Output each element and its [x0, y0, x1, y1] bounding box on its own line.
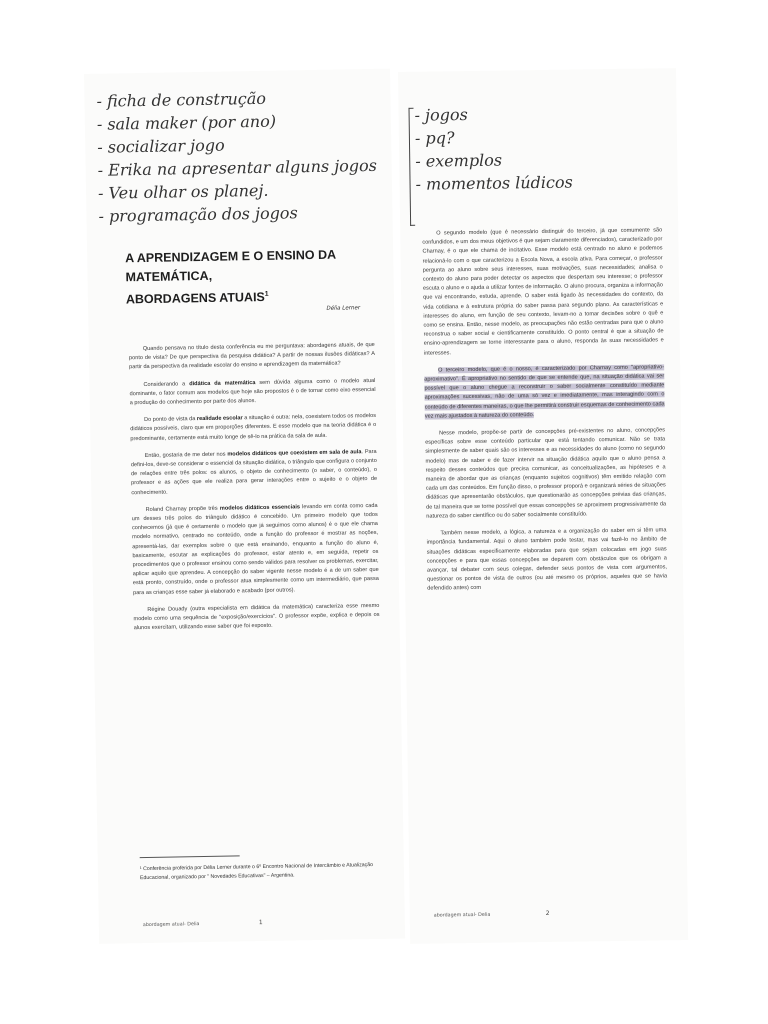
right-body-text — [422, 226, 667, 602]
handwritten-note: - jogos — [414, 105, 468, 125]
right-handwritten-notes — [414, 102, 572, 196]
handwritten-note: - exemplos — [415, 150, 503, 171]
paragraph: Roland Charnay propõe três modelos didáticos essenciais levando em conta como cada um desses três polos do triângulo didático é concebido. Um primeiro modelo que todos conhecemos (já que é certamente o modelo que já seguimos como alunos) é o que ele chama modelo normativo, centrado no conteúdo, onde a função do professor é mostrar as noções, apresentá-las, dar exemplos sobre o que está ensinando, enquanto a função do aluno é, basicamente, escutar as explicações do professor, estar atento e, em seguida, repetir os procedimentos que o professor ensinou como sendo válidos para resolver os problemas, exercitar, aplicar aquilo que aprendeu. A concepção do saber vigente nesse modelo é a de um saber que está pronto, construído, onde o professor atua simplesmente como um intermediário, que passa para as crianças esse saber já elaborado e acabado (por outros). — [131, 502, 379, 596]
left-page — [84, 69, 405, 944]
title-footnote-marker: 1 — [264, 290, 269, 298]
paragraph: Considerando a didática da matemática sem dúvida alguma como o modelo atual dominante, o fator comum aos modelos que hoje são propostos é o de tornar como eixo essencial a produção do conhecimento por parte dos alunos. — [129, 377, 376, 407]
left-handwritten-notes — [96, 85, 378, 228]
paragraph: Régine Douady (outra especialista em didática da matemática) caracteriza esse mesmo modelo como uma sequência de "exposição/exercícios". O professor expõe, explica e depois os alunos exercitam, utilizando esse saber que foi exposto. — [133, 602, 380, 632]
handwritten-note: - socializar jogo — [97, 135, 225, 157]
paragraph: Quando pensava no título desta conferência eu me perguntava: abordagens atuais, de que ponto de vista? De que perspectiva da pesquisa didática? A partir de nossas ilusões didáticas? A partir da perspectiva da realidade escolar do ensino e aprendizagem da matemática? — [128, 341, 375, 371]
page-footer-label: abordagem atual- Delia — [142, 922, 200, 929]
handwritten-note: - pq? — [414, 128, 455, 148]
page-footer-label: abordagem atual- Delia — [433, 912, 491, 919]
document-title — [125, 245, 386, 310]
paragraph — [424, 363, 665, 422]
right-page — [398, 68, 688, 944]
paragraph: Também nesse modelo, a lógica, a natureza e a organização do saber em si têm uma importância fundamental. Aqui o aluno também pode testar, mas vai fazê-lo no âmbito de situações didáticas especificamente elaboradas para que sejam colocadas em jogo suas concepções e para que essas concepções se deparem com obstáculos que os obrigam a avançar, tal debater com seus colegas, defender seus pontos de vista com argumentos, questionar os pontos de vista de outros (ou até mesmo os próprios, aqueles que se havia defendido antes) com — [426, 527, 668, 592]
footnote: ¹ Conferência proferida por Délia Lerner durante o 6º Encontro Nacional de Intercâmbio e Atualização Educacional, organizado por " Novedades Educativas" – Argentina. — [139, 862, 374, 881]
footnote-divider — [140, 855, 240, 858]
handwritten-note: - ficha de construção — [96, 88, 267, 111]
handwritten-note: - Erika na apresentar alguns jogos — [97, 155, 378, 180]
handwritten-note: - momentos lúdicos — [415, 172, 573, 194]
handwritten-note: - programação dos jogos — [98, 203, 298, 226]
author-name: Délia Lerner — [326, 305, 361, 312]
title-line-2: ABORDAGENS ATUAIS — [125, 290, 265, 307]
paragraph: Nesse modelo, propõe-se partir de concepções pré-existentes no aluno, concepções específicas sobre esse conteúdo particular que está tentando comunicar. Não se trata simplesmente de saber quais são os interesses e as necessidades do aluno (como no segundo modelo) mas de saber e de fazer intervir na situação didática aquilo que o aluno pensa a respeito desses conteúdos que precisa comunicar, as conceitualizações, as hipóteses e a maneira de abordar que as crianças (enquanto sujeitos cognitivos) têm emitido relação com cada um das conteúdos. Em função disso, o professor proporá e organizará séries de situações didáticas que apresentarão obstáculos, que questionarão as concepções prévias das crianças, de tal maneira que se torne possível que essas concepções se aproximem progressivamente da natureza do saber científico ou do saber socialmente constituído. — [425, 427, 667, 520]
handwritten-note: - Veu olhar os planej. — [97, 180, 269, 203]
title-line-1: A APRENDIZAGEM E O ENSINO DA MATEMÁTICA, — [125, 247, 336, 285]
page-number: 2 — [545, 909, 550, 918]
paragraph: O segundo modelo (que é necessário distinguir do terceiro, já que comumente são confundidos, e um dos meus objetivos é que sejam claramente diferenciados), caracterizado por Charnay, é o que ele chama de incitativo. Esse modelo está centrado no aluno e podemos relacioná-lo com o que caracterizou a Escola Nova, a escola ativa. Para começar, o professor pergunta ao aluno sobre seus interesses, suas motivações, suas necessidades; analisa o contexto do aluno para poder detectar os aspectos que despertam seu interesse; o professor escuta o aluno e o ajuda a utilizar fontes de informação. O aluno procura, organiza a informação que vai encontrando, estuda, aprende. O saber está ligado às necessidades do contexto, da vida cotidiana e à estrutura própria do saber passa para segundo plano. As características e interesses do aluno, em função de seu contexto, levam-no a tomar decisões sobre o quê e como se ensina. Então, nesse modelo, as preocupações não estão centradas para que o aluno reconstrua o saber social e cientificamente constituído. O ponto central é que a situação de ensino-aprendizagem se torne interessante para o aluno, responda às suas necessidades e interesses. — [422, 227, 664, 357]
page-number: 1 — [258, 919, 263, 927]
left-body-text — [129, 341, 380, 642]
highlighted-text: O terceiro modelo, que é o nosso, é caracterizado por Charnay como "apropriativo-aproximativo". É apropriativo no sentido de que se entende que, na situação didática vai ser possível que o aluno chegue a reconstruir o saber socialmente constituído mediante aproximações sucessivas, não de uma só vez e imediatamente, mas interagindo com o conteúdo de diferentes maneiras, o que lhe permitirá construir esquemas de conhecimento cada vez mais ajustados à natureza do conteúdo. — [424, 364, 665, 420]
paragraph: Então, gostaria de me deter nos modelos didáticos que coexistem em sala de aula. Para defini-los, deve-se considerar o essencial da situação didática, o triângulo que configura o conjunto de relações entre três polos: os alunos, o objeto de conhecimento (o saber, o conteúdo), o professor e as ações que ele realiza para gerar interações entre o sujeito e o objeto de conhecimento. — [130, 448, 378, 496]
paragraph: Do ponto de vista da realidade escolar a situação é outra: nela, coexistem todos os modelos didáticos possíveis, claro que em proporções diferentes. E esse modelo que na teoria didática é o predominante, certamente está muito longe de sê-lo na prática da sala de aula. — [130, 413, 377, 442]
handwritten-note: - sala maker (por ano) — [96, 111, 277, 134]
